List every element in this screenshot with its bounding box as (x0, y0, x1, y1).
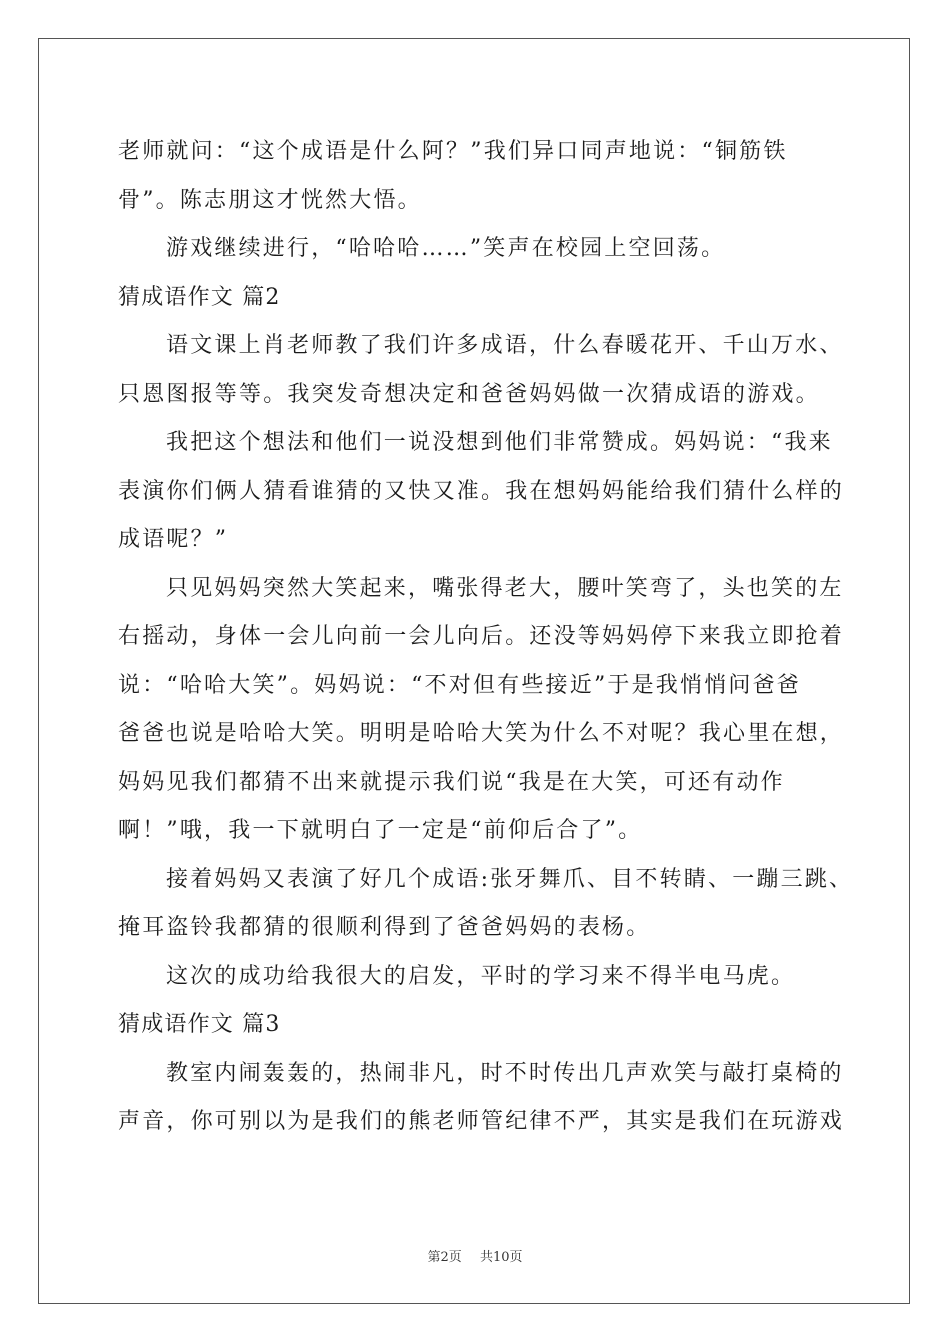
text-line: 啊！”哦，我一下就明白了一定是“前仰后合了”。 (118, 818, 643, 843)
text-line: 只恩图报等等。我突发奇想决定和爸爸妈妈做一次猜成语的游戏。 (118, 381, 820, 407)
text-line: 右摇动，身体一会儿向前一会儿向后。还没等妈妈停下来我立即抢着 (118, 624, 845, 649)
section-heading: 猜成语作文 篇2 (118, 284, 281, 310)
text-line: 妈妈见我们都猜不出来就提示我们说“我是在大笑，可还有动作 (118, 769, 785, 795)
total-pages: 共10页 (479, 1250, 523, 1265)
text-line: 爸爸也说是哈哈大笑。明明是哈哈大笑为什么不对呢？我心里在想， (118, 721, 845, 746)
text-line: 成语呢？” (118, 527, 229, 552)
paragraph-start: 这次的成功给我很大的启发，平时的学习来不得半电马虎。 (166, 963, 796, 989)
page-footer (0, 1246, 950, 1265)
paragraph-start: 我把这个想法和他们一说没想到他们非常赞成。妈妈说：“我来 (166, 430, 833, 455)
paragraph-start: 接着妈妈又表演了好几个成语:张牙舞爪、目不转睛、一蹦三跳、 (166, 866, 854, 892)
text-line: 表演你们俩人猜看谁猜的又快又准。我在想妈妈能给我们猜什么样的 (118, 478, 845, 504)
paragraph-start: 语文课上肖老师教了我们许多成语，什么春暖花开、千山万水、 (166, 333, 844, 358)
page-number: 第2页 (427, 1250, 462, 1265)
paragraph-start: 教室内闹轰轰的，热闹非凡，时不时传出几声欢笑与敲打桌椅的 (166, 1060, 844, 1086)
text-line: 说：“哈哈大笑”。妈妈说：“不对但有些接近”于是我悄悄问爸爸 (118, 672, 801, 698)
text-line: 老师就问：“这个成语是什么阿？”我们异口同声地说：“铜筋铁 (118, 139, 788, 164)
paragraph-start: 只见妈妈突然大笑起来，嘴张得老大，腰叶笑弯了，头也笑的左 (166, 575, 844, 601)
text-line: 声音，你可别以为是我们的熊老师管纪律不严，其实是我们在玩游戏 (118, 1109, 845, 1134)
section-heading: 猜成语作文 篇3 (118, 1012, 281, 1037)
text-line: 掩耳盗铃我都猜的很顺利得到了爸爸妈妈的表杨。 (118, 915, 651, 940)
document-body (118, 128, 854, 1147)
paragraph-start: 游戏继续进行，“哈哈哈……”笑声在校园上空回荡。 (166, 236, 726, 261)
text-line: 骨”。陈志朋这才恍然大悟。 (118, 187, 422, 213)
